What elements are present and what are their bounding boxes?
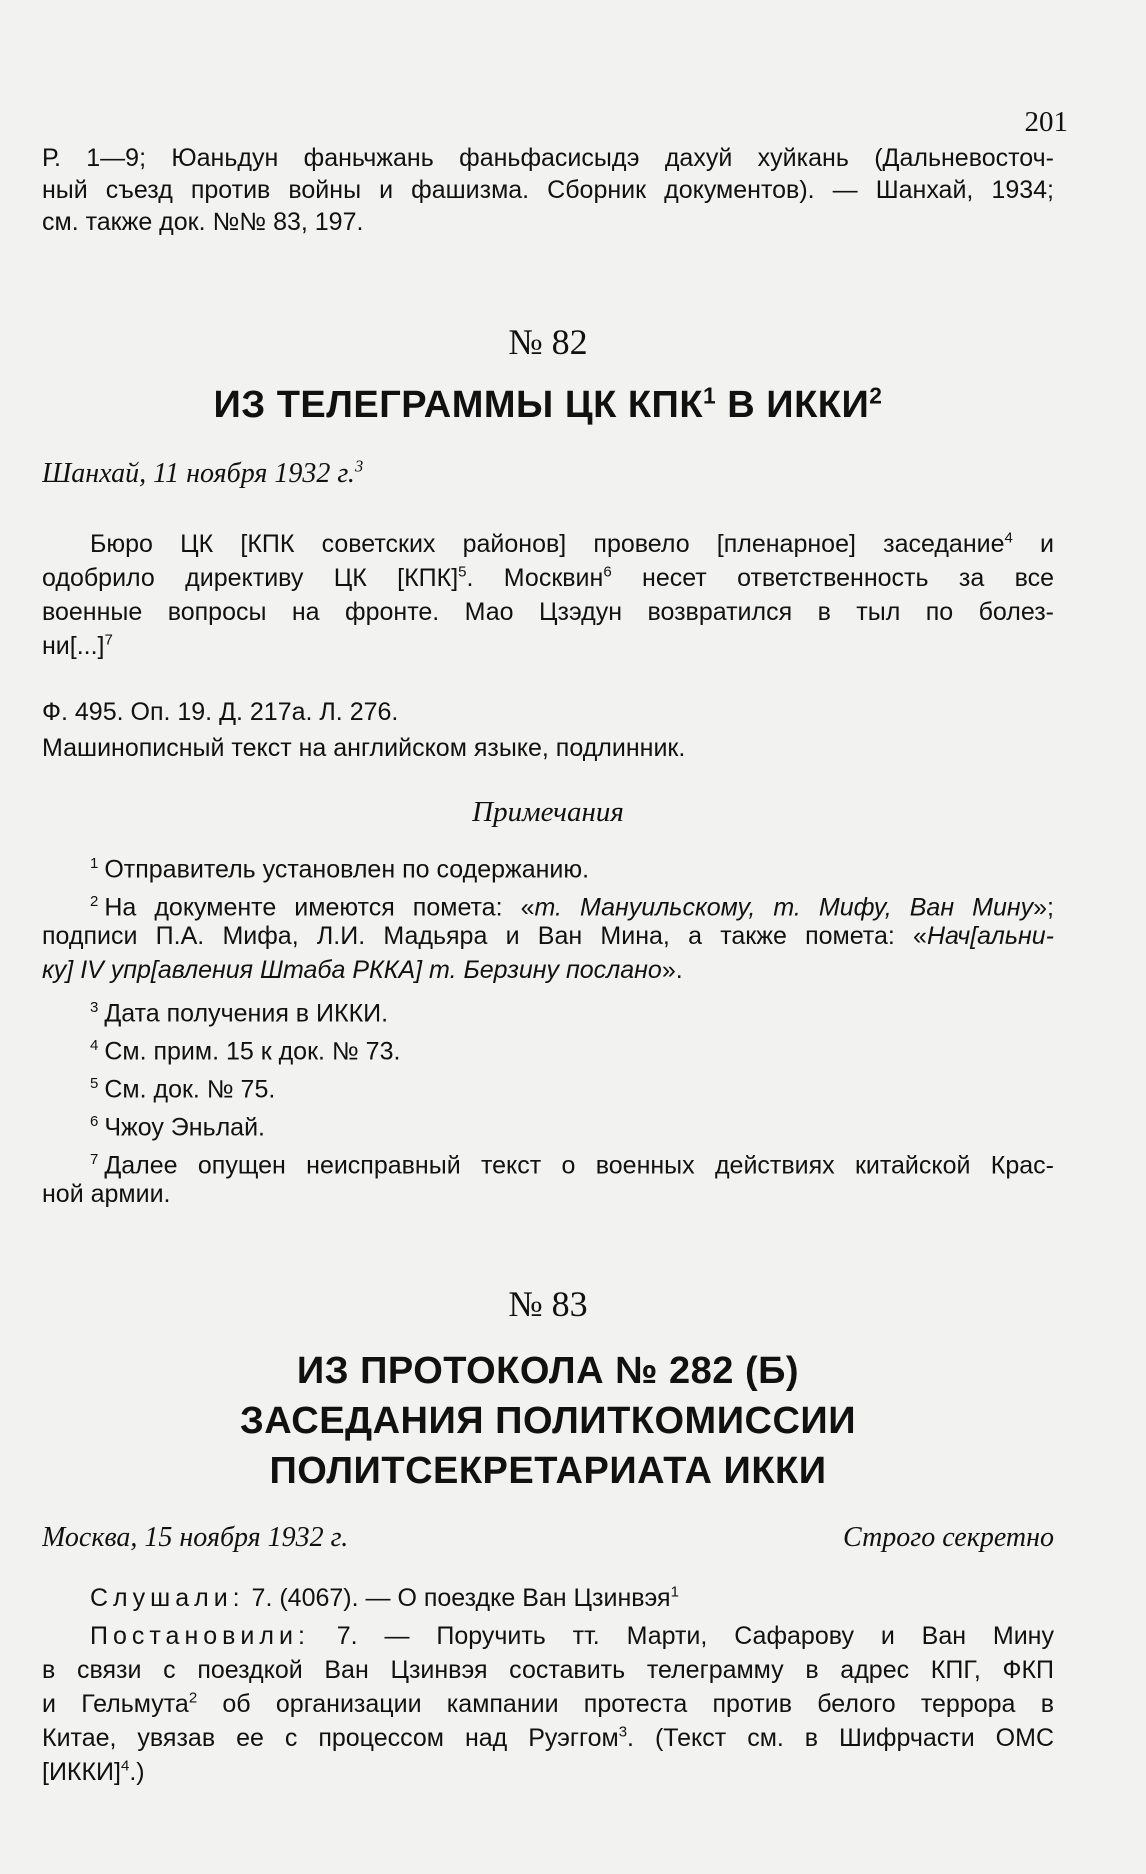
- prev-ref-line-3: см. также док. №№ 83, 197.: [42, 208, 364, 236]
- doc82-body-line-3: военные вопросы на фронте. Мао Цзэдун возвратился в тыл по болез-: [42, 598, 1054, 626]
- page-number: 201: [1024, 106, 1068, 138]
- doc83-header-row: [42, 1522, 1054, 1554]
- doc82-title: ИЗ ТЕЛЕГРАММЫ ЦК КПК$^1$ В ИККИ$^2$: [213, 382, 883, 426]
- doc82-place-date: Шанхай, 11 ноября 1932 г.$^3$: [42, 458, 364, 489]
- note-5: $^5$ См. док. № 75.: [90, 1075, 276, 1104]
- note-6: $^6$ Чжоу Эньлай.: [90, 1113, 266, 1142]
- doc82-body-line-4: ни[...]$^7$: [42, 631, 113, 660]
- doc83-title-line-2: ЗАСЕДАНИЯ ПОЛИТКОМИССИИ: [239, 1400, 857, 1442]
- doc83-resolved-line-4: Китае, увязав ее с процессом над Руэггом$^3$. (Текст см. в Шифрчасти ОМС: [42, 1723, 1054, 1752]
- doc83-resolved-line-5: [ИККИ]$^4$.): [42, 1757, 145, 1786]
- doc82-notes-title: Примечания: [472, 796, 624, 828]
- note-1: $^1$ Отправитель установлен по содержанию.: [90, 855, 590, 884]
- doc83-heard: Слушали: 7. (4067). — О поездке Ван Цзинвэя$^1$: [90, 1583, 679, 1612]
- doc82-archive-note: Машинописный текст на английском языке, подлинник.: [42, 734, 686, 762]
- doc82-archive: Ф. 495. Оп. 19. Д. 217а. Л. 276.: [42, 698, 399, 726]
- doc83-resolved-line-3: и Гельмута$^2$ об организации кампании протеста против белого террора в: [42, 1689, 1054, 1718]
- doc83-resolved-line-2: в связи с поездкой Ван Цзинвэя составить телеграмму в адрес КПГ, ФКП: [42, 1656, 1054, 1684]
- note-2-line-3: ку] IV упр[авления Штаба РККА] т. Берзину послано».: [42, 956, 683, 984]
- prev-ref-line-2: ный съезд против войны и фашизма. Сборник документов). — Шанхай, 1934;: [42, 176, 1054, 204]
- note-3: $^3$ Дата получения в ИККИ.: [90, 999, 389, 1028]
- note-4: $^4$ См. прим. 15 к док. № 73.: [90, 1037, 401, 1066]
- doc83-classification: Строго секретно: [843, 1522, 1054, 1553]
- doc83-title-line-3: ПОЛИТСЕКРЕТАРИАТА ИККИ: [269, 1450, 827, 1492]
- note-2-line-2: подписи П.А. Мифа, Л.И. Мадьяра и Ван Мина, а также помета: «Нач[альни-: [42, 922, 1054, 950]
- prev-ref-line-1: Р. 1—9; Юаньдун фаньчжань фаньфасисыдэ дахуй хуйкань (Дальневосточ-: [42, 144, 1054, 172]
- doc83-title-line-1: ИЗ ПРОТОКОЛА № 282 (Б): [296, 1350, 800, 1392]
- doc82-body-line-1: Бюро ЦК [КПК советских районов] провело [пленарное] заседание$^4$ и: [90, 529, 1054, 558]
- note-7-line-1: $^7$ Далее опущен неисправный текст о военных действиях китайской Крас-: [90, 1151, 1054, 1180]
- doc82-body-line-2: одобрило директиву ЦК [КПК]$^5$. Москвин$^6$ несет ответственность за все: [42, 563, 1054, 592]
- note-7-line-2: ной армии.: [42, 1180, 171, 1208]
- doc82-number: № 82: [508, 322, 588, 362]
- doc83-resolved-line-1: Постановили: 7. — Поручить тт. Марти, Сафарову и Ван Мину: [90, 1622, 1054, 1650]
- note-2-line-1: $^2$ На документе имеются помета: «т. Мануильскому, т. Мифу, Ван Мину»;: [90, 893, 1054, 922]
- doc83-number: № 83: [508, 1284, 588, 1324]
- doc83-place-date: Москва, 15 ноября 1932 г.: [42, 1522, 349, 1553]
